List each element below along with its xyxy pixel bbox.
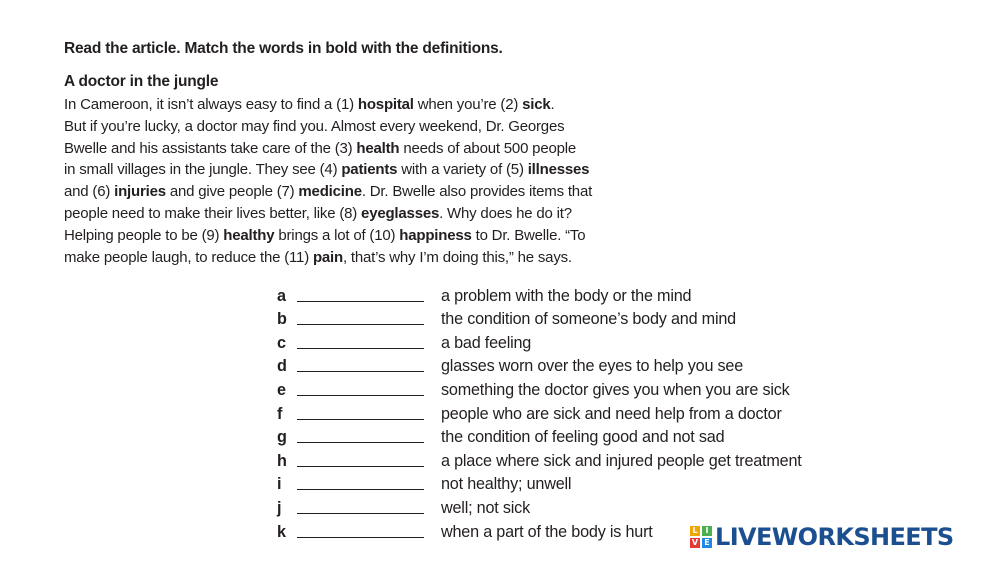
article-text: In Cameroon, it isn’t always easy to find a (1)	[64, 96, 358, 113]
article-text: Bwelle and his assistants take care of the (3)	[64, 139, 357, 157]
article-line	[64, 94, 624, 116]
bold-vocab-word: patients	[341, 161, 398, 179]
article-line	[64, 203, 624, 225]
article-text: .	[550, 96, 555, 113]
article-text: . Why does he do it?	[439, 204, 572, 222]
definition-text: the condition of feeling good and not sad	[441, 428, 725, 447]
match-letter: g	[277, 428, 287, 447]
article-text: with a variety of (5)	[397, 161, 528, 179]
match-letter: k	[277, 522, 286, 541]
definition-text: when a part of the body is hurt	[441, 522, 653, 541]
match-letter: b	[277, 310, 287, 329]
match-row	[277, 447, 802, 471]
bold-vocab-word: sick	[522, 96, 551, 113]
article-text: make people laugh, to reduce the (11)	[64, 248, 313, 266]
definition-text: a problem with the body or the mind	[441, 286, 692, 305]
match-row	[277, 306, 802, 330]
article-text: in small villages in the jungle. They see (4)	[64, 161, 342, 179]
answer-blank[interactable]	[297, 489, 424, 490]
article-text: when you’re (2)	[413, 96, 523, 113]
match-letter: h	[277, 451, 287, 470]
answer-blank[interactable]	[297, 301, 424, 302]
logo-text: LIVEWORKSHEETS	[715, 523, 954, 551]
answer-blank[interactable]	[297, 348, 424, 349]
match-letter: c	[277, 333, 286, 352]
match-row	[277, 376, 802, 400]
bold-vocab-word: hospital	[357, 96, 414, 113]
logo-mark-tile: L	[690, 526, 700, 536]
article-body	[64, 94, 624, 268]
article-line	[64, 225, 624, 247]
definition-text: well; not sick	[441, 498, 530, 517]
article-text: . Dr. Bwelle also provides items that	[361, 183, 593, 201]
answer-blank[interactable]	[297, 419, 424, 420]
match-letter: j	[277, 498, 282, 517]
article-text: needs of about 500 people	[399, 139, 577, 157]
match-letter: a	[277, 286, 286, 305]
article-line	[64, 159, 624, 181]
match-row	[277, 282, 802, 306]
answer-blank[interactable]	[297, 537, 424, 538]
match-row	[277, 471, 802, 495]
logo-mark-icon	[690, 526, 712, 548]
definition-text: not healthy; unwell	[441, 475, 572, 494]
logo-mark-tile: E	[702, 538, 712, 548]
answer-blank[interactable]	[297, 371, 424, 372]
bold-vocab-word: illnesses	[527, 161, 590, 179]
match-list	[277, 282, 802, 542]
bold-vocab-word: eyeglasses	[361, 204, 440, 222]
definition-text: the condition of someone’s body and mind	[441, 310, 736, 329]
bold-vocab-word: medicine	[298, 183, 362, 201]
answer-blank[interactable]	[297, 324, 424, 325]
article-text: Helping people to be (9)	[64, 226, 224, 244]
match-row	[277, 353, 802, 377]
article-line	[64, 116, 624, 138]
answer-blank[interactable]	[297, 395, 424, 396]
article-line	[64, 138, 624, 160]
bold-vocab-word: happiness	[399, 226, 472, 244]
bold-vocab-word: pain	[312, 248, 343, 266]
match-letter: e	[277, 380, 286, 399]
bold-vocab-word: injuries	[114, 183, 166, 201]
match-row	[277, 494, 802, 518]
article-text: and give people (7)	[165, 183, 299, 201]
article-title: A doctor in the jungle	[64, 73, 219, 90]
article-text: But if you’re lucky, a doctor may find you. Almost every weekend, Dr. Georges	[64, 117, 565, 135]
match-row	[277, 400, 802, 424]
logo-mark-tile: I	[702, 526, 712, 536]
definition-text: glasses worn over the eyes to help you see	[441, 357, 744, 376]
answer-blank[interactable]	[297, 513, 424, 514]
match-letter: f	[277, 404, 283, 423]
definition-text: people who are sick and need help from a doctor	[441, 404, 782, 423]
bold-vocab-word: health	[356, 139, 400, 157]
match-row	[277, 329, 802, 353]
article-text: to Dr. Bwelle. “To	[471, 226, 586, 244]
match-letter: d	[277, 357, 287, 376]
definition-text: something the doctor gives you when you are sick	[441, 380, 790, 399]
article-text: and (6)	[64, 183, 115, 201]
match-letter: i	[277, 475, 282, 494]
article-text: , that’s why I’m doing this,” he says.	[343, 248, 572, 266]
article-line	[64, 181, 624, 203]
logo-mark-tile: V	[691, 538, 699, 547]
article-text: brings a lot of (10)	[274, 226, 400, 244]
article-line	[64, 247, 624, 269]
instructions: Read the article. Match the words in bold with the definitions.	[64, 40, 503, 57]
article-text: people need to make their lives better, like (8)	[64, 204, 362, 222]
bold-vocab-word: healthy	[223, 226, 275, 244]
answer-blank[interactable]	[297, 442, 424, 443]
liveworksheets-logo	[690, 523, 954, 551]
definition-text: a bad feeling	[441, 333, 532, 352]
definition-text: a place where sick and injured people get treatment	[441, 451, 802, 470]
answer-blank[interactable]	[297, 466, 424, 467]
match-row	[277, 424, 802, 448]
